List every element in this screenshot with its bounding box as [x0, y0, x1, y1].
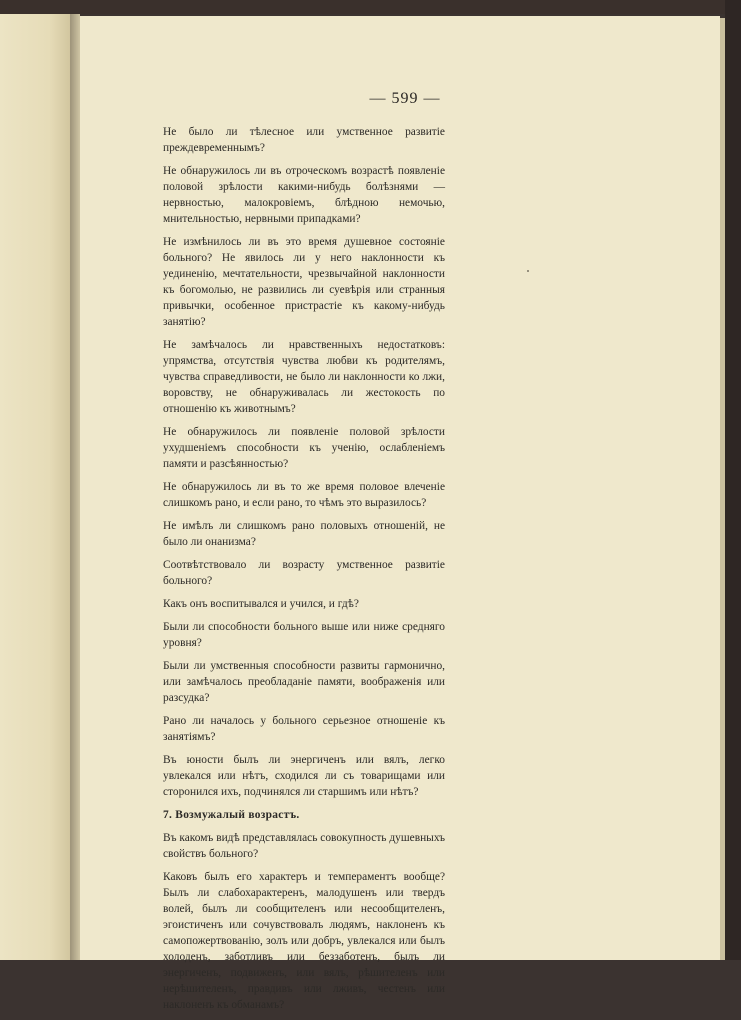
- paragraph: Въ какомъ видѣ представлялась совокупность душевныхъ свойствъ больного?: [163, 832, 445, 860]
- scan-top-edge: [0, 0, 725, 14]
- paragraph: Соотвѣтствовало ли возрасту умственное развитіе больного?: [163, 559, 445, 587]
- paragraph: Не замѣчалось ли нравственныхъ недостатковъ: упрямства, отсутствія чувства любви къ родителямъ, чувства справедливости, не было ли наклонности ко лжи, воровству, не обнаруживалась ли жестокость по отношенію къ животнымъ?: [163, 339, 445, 415]
- paragraph: Въ юности былъ ли энергиченъ или вялъ, легко увлекался или нѣтъ, сходился ли съ товарищами или сторонился ихъ, подчинялся ли старшимъ или нѣтъ?: [163, 754, 445, 798]
- paragraph: Не измѣнилось ли въ это время душевное состояніе больного? Не явилось ли у него наклонности къ уединенію, мечтательности, чрезвычайной наклонности къ богомолью, не развились ли суевѣрія или странныя привычки, особенное пристрастіе къ какому-нибудь занятію?: [163, 236, 445, 328]
- paragraph: Рано ли началось у больного серьезное отношеніе къ занятіямъ?: [163, 715, 445, 743]
- left-page-margin: [0, 14, 70, 960]
- page-number: — 599 —: [369, 90, 441, 107]
- paragraph: Были ли способности больного выше или ниже средняго уровня?: [163, 621, 445, 649]
- scan-right-edge: [725, 0, 741, 960]
- paragraph: Не имѣлъ ли слишкомъ рано половыхъ отношеній, не было ли онанизма?: [163, 520, 445, 548]
- paragraph: Каковъ былъ его характеръ и темпераментъ вообще? Былъ ли слабохарактеренъ, малодушенъ или твердъ волей, былъ ли сообщителенъ или несообщителенъ, эгоистиченъ или сочувствовалъ людямъ, наклоненъ къ самопожертвованію, золъ или добръ, увлекался или былъ холоденъ, заботливъ или беззаботенъ, былъ ли энергиченъ, подвиженъ, или вялъ, рѣшителенъ или нерѣшителенъ, правдивъ или лживъ, честенъ или наклоненъ къ обманамъ?: [163, 871, 445, 1011]
- section-heading: 7. Возмужалый возрастъ.: [163, 809, 300, 821]
- paragraph: Не обнаружилось ли появленіе половой зрѣлости ухудшеніемъ способности къ ученію, ослабленіемъ памяти и разсѣянностью?: [163, 426, 445, 470]
- paragraph: Не было ли тѣлесное или умственное развитіе преждевременнымъ?: [163, 126, 445, 154]
- paragraph: Не обнаружилось ли въ то же время половое влеченіе слишкомъ рано, и если рано, то чѣмъ это выразилось?: [163, 481, 445, 509]
- paper-speck: [527, 270, 529, 272]
- paragraph: Какъ онъ воспитывался и учился, и гдѣ?: [163, 598, 359, 610]
- paragraph: Были ли умственныя способности развиты гармонично, или замѣчалось преобладаніе памяти, воображенія или разсудка?: [163, 660, 445, 704]
- paragraph: Не обнаружилось ли въ отроческомъ возрастѣ появленіе половой зрѣлости какими-нибудь болѣзнями — нервностью, малокровіемъ, блѣдною немочью, мнительностью, нервными припадками?: [163, 165, 445, 225]
- book-gutter: [70, 14, 80, 960]
- body-text: [163, 124, 445, 1020]
